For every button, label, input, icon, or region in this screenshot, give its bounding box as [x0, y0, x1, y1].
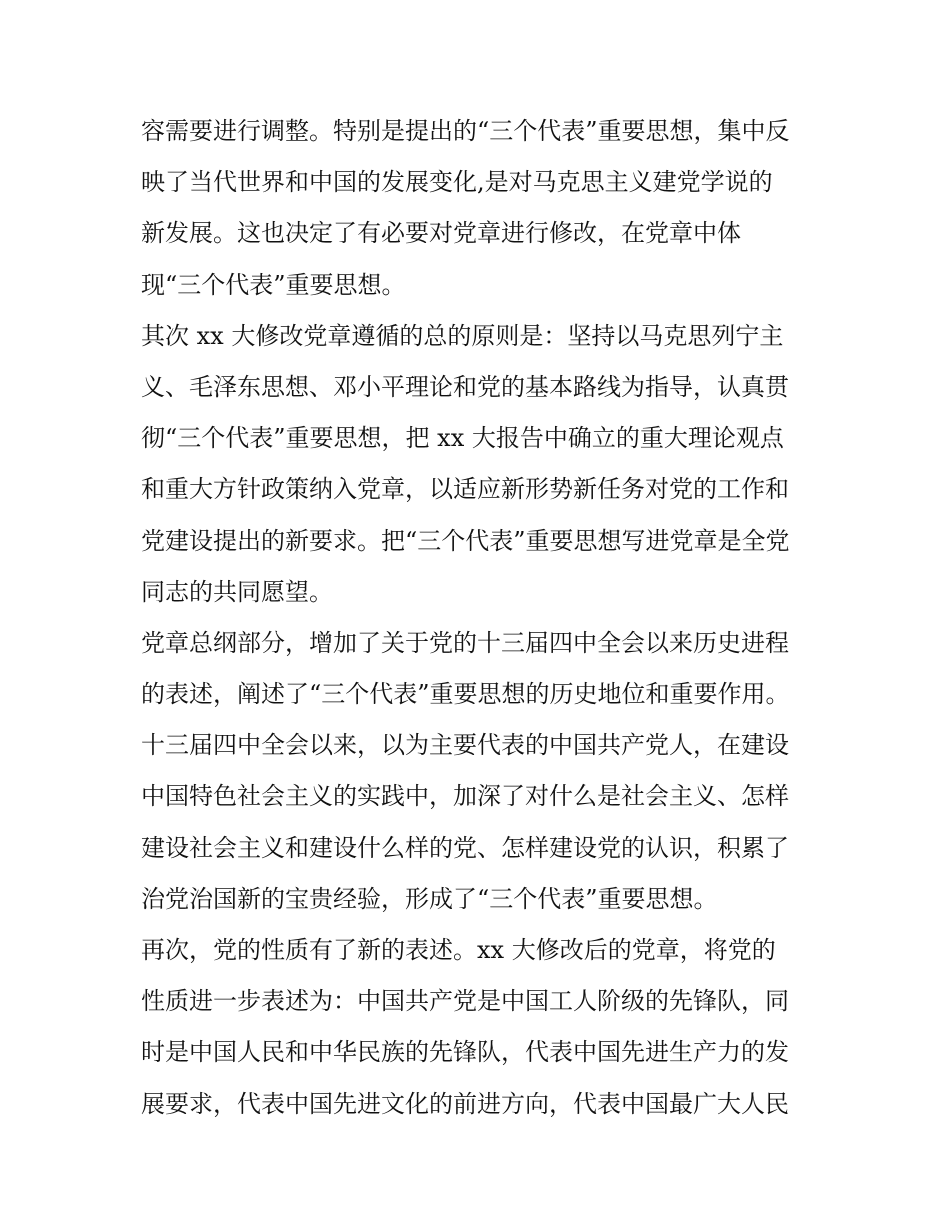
- text-line: 和重大方针政策纳入党章，以适应新形势新任务对党的工作和: [141, 475, 789, 504]
- text-line: 性质进一步表述为：中国共产党是中国工人阶级的先锋队，同: [141, 987, 789, 1016]
- text-line: 再次，党的性质有了新的表述。xx 大修改后的党章，将党的: [141, 936, 776, 964]
- text-line: 现“三个代表”重要思想。: [141, 270, 406, 299]
- text-line: 同志的共同愿望。: [141, 577, 333, 606]
- text-line: 中国特色社会主义的实践中，加深了对什么是社会主义、怎样: [141, 782, 789, 811]
- body-text: [141, 106, 821, 1130]
- text-line: 治党治国新的宝贵经验，形成了“三个代表”重要思想。: [141, 884, 718, 913]
- text-line: 时是中国人民和中华民族的先锋队，代表中国先进生产力的发: [141, 1038, 789, 1067]
- text-line: 义、毛泽东思想、邓小平理论和党的基本路线为指导，认真贯: [141, 372, 789, 401]
- text-line: 容需要进行调整。特别是提出的“三个代表”重要思想，集中反: [141, 117, 790, 145]
- text-line: 其次 xx 大修改党章遵循的总的原则是：坚持以马克思列宁主: [141, 321, 784, 350]
- text-line: 彻“三个代表”重要思想，把 xx 大报告中确立的重大理论观点: [141, 424, 784, 453]
- text-line: 的表述，阐述了“三个代表”重要思想的历史地位和重要作用。: [141, 680, 790, 709]
- text-line: 映了当代世界和中国的发展变化,是对马克思主义建党学说的: [141, 168, 773, 197]
- text-line: 新发展。这也决定了有必要对党章进行修改，在党章中体: [141, 219, 741, 248]
- text-line: 十三届四中全会以来，以为主要代表的中国共产党人，在建设: [141, 731, 789, 760]
- text-line: 党建设提出的新要求。把“三个代表”重要思想写进党章是全党: [141, 526, 790, 555]
- text-line: 党章总纲部分，增加了关于党的十三届四中全会以来历史进程: [141, 628, 789, 657]
- text-line: 建设社会主义和建设什么样的党、怎样建设党的认识，积累了: [141, 833, 789, 862]
- text-line: 展要求，代表中国先进文化的前进方向，代表中国最广大人民: [141, 1089, 789, 1118]
